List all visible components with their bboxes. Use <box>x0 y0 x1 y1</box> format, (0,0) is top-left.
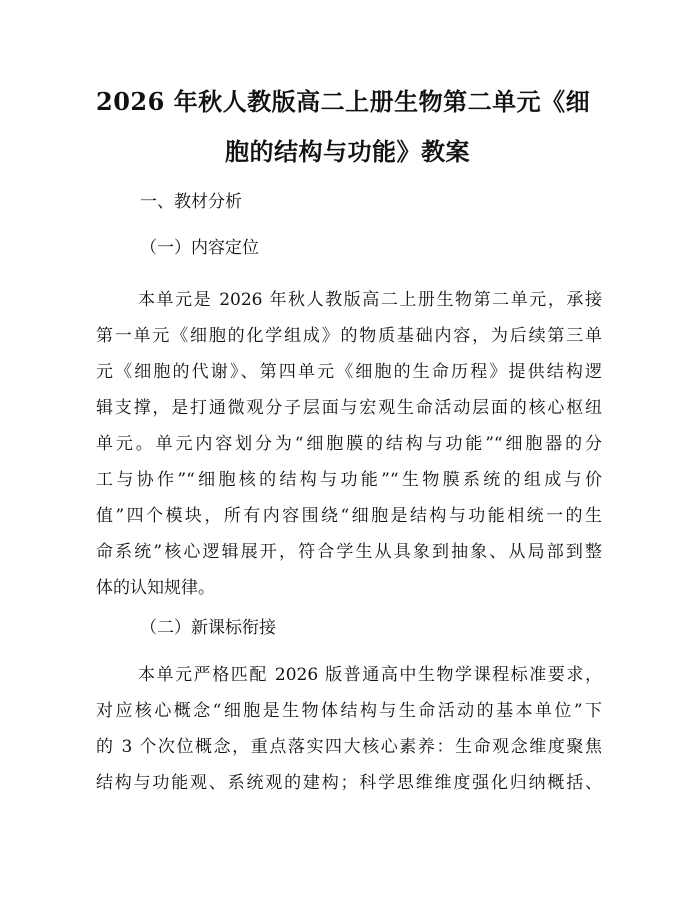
subsection-heading-new-curriculum: （二）新课标衔接 <box>140 618 276 638</box>
paragraph-1-line: 元《细胞的代谢》、第四单元《细胞的生命历程》提供结构逻 <box>96 362 602 382</box>
document-title-line-2: 胞的结构与功能》教案 <box>225 137 470 166</box>
section-heading-textbook-analysis: 一、教材分析 <box>140 192 242 212</box>
paragraph-2-line: 本单元严格匹配 2026 版普通高中生物学课程标准要求， <box>138 665 602 685</box>
paragraph-1-line: 工与协作”“细胞核的结构与功能”“生物膜系统的组成与价 <box>96 470 602 490</box>
document-title-line-1: 2026 年秋人教版高二上册生物第二单元《细 <box>96 87 591 116</box>
paragraph-1-line: 值”四个模块，所有内容围绕“细胞是结构与功能相统一的生 <box>96 506 602 526</box>
paragraph-1-line: 单元。单元内容划分为“细胞膜的结构与功能”“细胞器的分 <box>96 434 602 454</box>
paragraph-1-line: 体的认知规律。 <box>96 578 215 598</box>
paragraph-2-line: 对应核心概念“细胞是生物体结构与生命活动的基本单位”下 <box>96 701 602 721</box>
paragraph-2-line: 结构与功能观、系统观的建构；科学思维维度强化归纳概括、 <box>96 773 602 793</box>
paragraph-1-line: 辑支撑，是打通微观分子层面与宏观生命活动层面的核心枢纽 <box>96 398 602 418</box>
subsection-heading-content-positioning: （一）内容定位 <box>140 238 259 258</box>
paragraph-1-line: 命系统”核心逻辑展开，符合学生从具象到抽象、从局部到整 <box>96 542 602 562</box>
paragraph-1-line: 第一单元《细胞的化学组成》的物质基础内容，为后续第三单 <box>96 326 602 346</box>
paragraph-1-line: 本单元是 2026 年秋人教版高二上册生物第二单元，承接 <box>138 290 602 310</box>
paragraph-2-line: 的 3 个次位概念，重点落实四大核心素养：生命观念维度聚焦 <box>96 737 602 757</box>
